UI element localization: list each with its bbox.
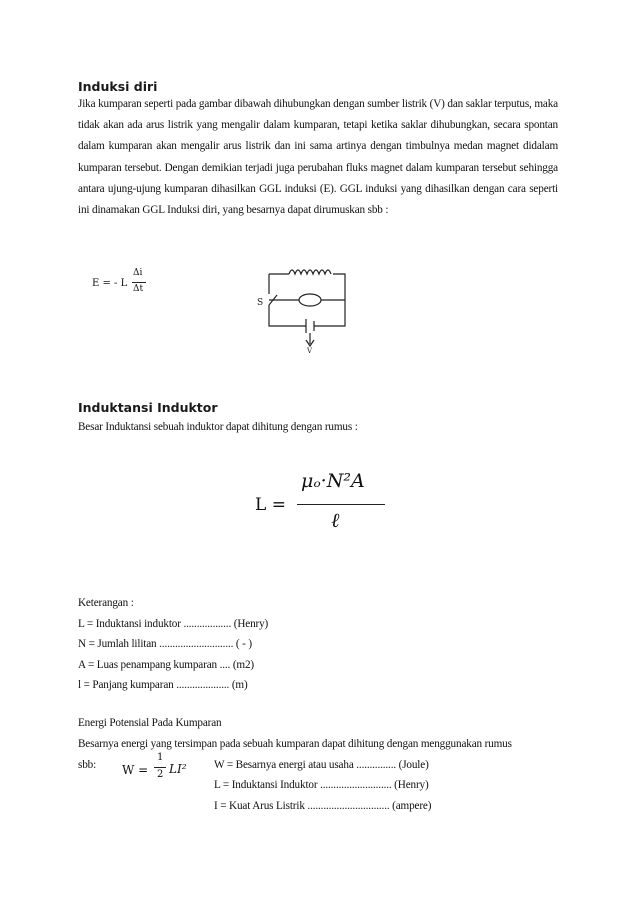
formula-induktansi [255,470,395,540]
keterangan-item: A = Luas penampang kumparan .... (m2) [78,659,254,671]
formula-numerator: 1 [157,752,164,763]
section-title-energi-potensial: Energi Potensial Pada Kumparan [78,717,222,729]
keterangan-title: Keterangan : [78,597,134,609]
formula-lhs: W = [122,763,149,777]
source-label: V [307,347,313,354]
battery-icon [306,319,314,333]
lamp-icon [299,294,321,306]
section-title-induksi-diri: Induksi diri [78,79,158,94]
formula-ggl-induksi [92,268,162,308]
fraction-bar [297,504,385,505]
switch-label: S [257,298,264,308]
formula-lhs: L = [255,495,286,515]
circuit-diagram [255,262,355,354]
energi-item: W = Besarnya energi atau usaha ............... (Joule) [214,759,429,771]
fraction-bar [154,767,166,768]
keterangan-item: N = Jumlah lilitan ............................ ( - ) [78,638,252,650]
formula-denominator: ℓ [331,508,340,532]
sbb-label: sbb: [78,759,97,771]
formula-denominator: 2 [157,769,164,780]
formula-numerator: μₒ·N²A [301,470,365,492]
energi-item: I = Kuat Arus Listrik ............................... (ampere) [214,800,432,812]
formula-energi [122,752,192,792]
formula-denominator: Δt [133,284,144,294]
intro-induktansi: Besar Induktansi sebuah induktor dapat dihitung dengan rumus : [78,421,358,433]
energi-item: L = Induktansi Induktor ........................... (Henry) [214,779,429,791]
formula-lhs: E = - L [92,278,128,289]
inductor-coil [289,270,331,274]
paragraph-induksi-diri: Jika kumparan seperti pada gambar dibawah dihubungkan dengan sumber listrik (V) dan saklar terputus, maka tidak akan ada arus listrik yang mengalir dalam kumparan, tetapi ketika saklar dihubungkan, secara spontan dalam kumparan akan mengalir arus listrik dan ini sama artinya dengan timbulnya medan magnet didalam kumparan tersebut. Dengan demikian terjadi juga perubahan fluks magnet dalam kumparan tersebut sehingga antara ujung-ujung kumparan dihasilkan GGL induksi (E). GGL induksi yang dihasilkan dengan cara seperti ini dinamakan GGL Induksi diri, yang besarnya dapat dirumuskan sbb : [78,98,558,217]
formula-rhs: LI² [169,762,187,776]
formula-numerator: Δi [133,268,143,278]
fraction-bar [132,282,146,283]
intro-energi: Besarnya energi yang tersimpan pada sebuah kumparan dapat dihitung dengan menggunakan rumus [78,738,512,750]
section-title-induktansi-induktor: Induktansi Induktor [78,400,218,415]
keterangan-item: l = Panjang kumparan .................... (m) [78,679,248,691]
keterangan-item: L = Induktansi induktor .................. (Henry) [78,618,269,630]
